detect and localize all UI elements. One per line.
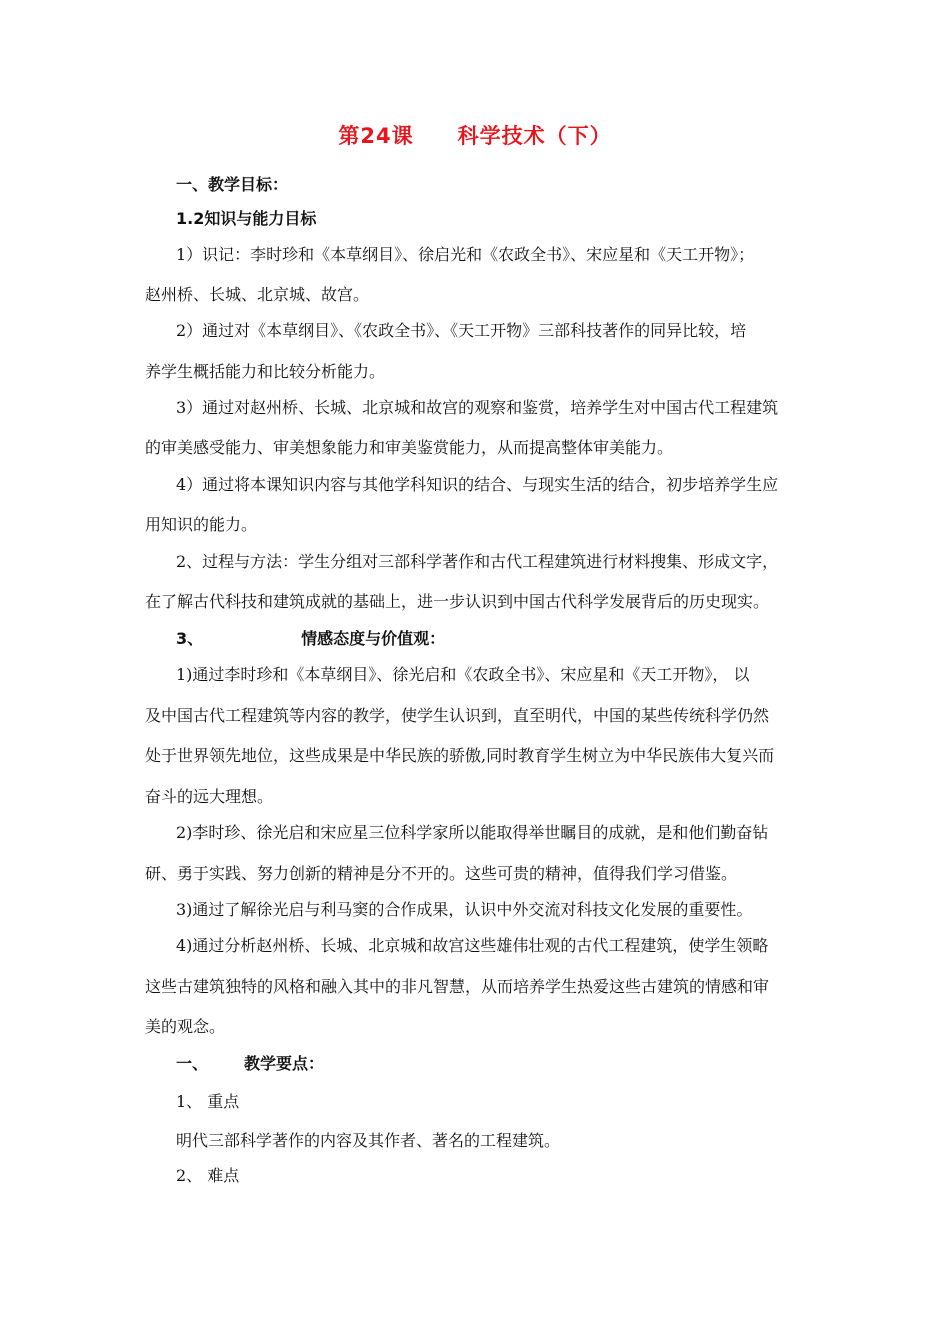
paragraph-line: 4）通过将本课知识内容与其他学科知识的结合、与现实生活的结合，初步培养学生应 — [176, 475, 779, 494]
page-title — [0, 120, 950, 150]
paragraph-line: 1)通过李时珍和《本草纲目》、徐光启和《农政全书》、宋应星和《天工开物》， 以 — [176, 665, 750, 684]
paragraph-line: 2）通过对《本草纲目》、《农政全书》、《天工开物》三部科技著作的同异比较，培 — [176, 321, 747, 340]
subheading-difficulty: 2、 难点 — [176, 1166, 240, 1185]
paragraph-line: 处于世界领先地位，这些成果是中华民族的骄傲,同时教育学生树立为中华民族伟大复兴而 — [145, 746, 775, 765]
section-number: 3、 — [176, 629, 204, 648]
paragraph-line: 用知识的能力。 — [145, 515, 258, 534]
paragraph-line: 这些古建筑独特的风格和融入其中的非凡智慧，从而培养学生热爱这些古建筑的情感和审 — [145, 977, 770, 996]
paragraph-line: 3)通过了解徐光启与利马窦的合作成果，认识中外交流对科技文化发展的重要性。 — [176, 900, 753, 919]
paragraph-line: 2)李时珍、徐光启和宋应星三位科学家所以能取得举世瞩目的成就，是和他们勤奋钻 — [176, 823, 769, 842]
section-number: 一、 — [176, 1054, 209, 1073]
paragraph-line: 4)通过分析赵州桥、长城、北京城和故宫这些雄伟壮观的古代工程建筑，使学生领略 — [176, 936, 769, 955]
lesson-topic: 科学技术（下） — [457, 124, 612, 148]
paragraph-line: 明代三部科学著作的内容及其作者、著名的工程建筑。 — [176, 1131, 561, 1150]
paragraph-line: 的审美感受能力、审美想象能力和审美鉴赏能力，从而提高整体审美能力。 — [145, 438, 674, 457]
paragraph-line: 奋斗的远大理想。 — [145, 787, 274, 806]
subheading-knowledge-ability: 1.2知识与能力目标 — [176, 209, 317, 228]
paragraph-line: 研、勇于实践、努力创新的精神是分不开的。这些可贵的精神，值得我们学习借鉴。 — [145, 864, 738, 883]
section-heading-objectives: 一、教学目标： — [176, 175, 289, 194]
paragraph-line: 养学生概括能力和比较分析能力。 — [145, 362, 386, 381]
paragraph-line: 赵州桥、长城、北京城、故宫。 — [145, 285, 370, 304]
paragraph-line: 及中国古代工程建筑等内容的教学，使学生认识到，直至明代，中国的某些传统科学仍然 — [145, 706, 770, 725]
paragraph-line: 1）识记：李时珍和《本草纲目》、徐启光和《农政全书》、宋应星和《天工开物》； — [176, 245, 755, 264]
section-heading-attitudes — [176, 628, 445, 650]
lesson-number: 第24课 — [338, 124, 414, 148]
section-label: 教学要点： — [244, 1054, 325, 1073]
paragraph-line: 2、过程与方法：学生分组对三部科学著作和古代工程建筑进行材料搜集、形成文字， — [176, 552, 779, 571]
subheading-focus: 1、 重点 — [176, 1092, 240, 1111]
paragraph-line: 3）通过对赵州桥、长城、北京城和故宫的观察和鉴赏，培养学生对中国古代工程建筑 — [176, 398, 779, 417]
paragraph-line: 在了解古代科技和建筑成就的基础上，进一步认识到中国古代科学发展背后的历史现实。 — [145, 592, 770, 611]
section-label: 情感态度与价值观： — [301, 629, 446, 648]
section-heading-key-points — [176, 1053, 324, 1075]
paragraph-line: 美的观念。 — [145, 1017, 226, 1036]
